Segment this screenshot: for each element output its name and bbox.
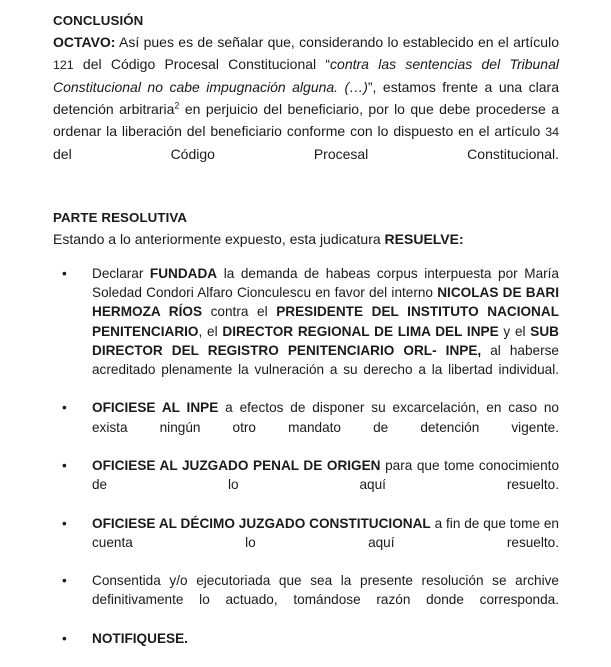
bullet-marker-icon: • [62,400,67,416]
emphasis-run: DIRECTOR REGIONAL DE LIMA DEL INPE [222,323,499,339]
intro-verb-resuelve: RESUELVE: [384,231,464,247]
quoted-statute-text: contra las sentencias del Tribunal Constitucional no cabe impugnación alguna. (…) [53,56,559,95]
text-run: la demanda de habeas corpus interpuesta por María Soledad Condori Alfaro Cionculescu en favor del interno [92,266,559,301]
bullet-marker-icon: • [62,266,67,281]
paragraph-octavo [53,31,559,187]
resolution-item-notifiquese [62,629,559,667]
resolution-item-oficiese-al-inpe [62,398,559,456]
footnote-marker-2: 2 [174,100,180,111]
resolution-item-text [92,514,559,572]
bullet-marker-icon: • [62,573,67,589]
resolution-bullet-list [53,264,559,667]
text-run: y el [498,323,531,339]
paragraph-text-after-article: del Código Procesal Constitucional [73,56,326,72]
text-run: al haberse acreditado plenamente la vulneración a su derecho a la libertad individual. [92,342,559,378]
resolution-item-oficiese-juzgado-penal-origen [62,456,559,514]
article-number-121: 121 [53,58,74,72]
emphasis-run: NOTIFIQUESE. [92,630,188,646]
emphasis-run: SUB DIRECTOR DEL REGISTRO PENITENCIARIO ORL- INPE, [92,323,559,358]
paragraph-text-after-quote: , estamos frente a una clara detención arbitraria [53,79,559,117]
emphasis-run: NICOLAS DE BARI HERMOZA RÍOS [92,285,559,320]
article-number-34: 34 [545,125,559,139]
bullet-marker-icon: • [62,458,67,474]
text-run: a efectos de disponer su excarcelación, en caso no exista ningún otro mandato de detención vigente. [92,400,559,435]
intro-text: Estando a lo anteriormente expuesto, esta judicatura [53,231,385,247]
text-run: a fin de que tome en cuenta lo aquí resuelto. [92,515,559,550]
paragraph-lead-label: OCTAVO: [53,34,116,50]
resolution-item-oficiese-decimo-juzgado-constitucional [62,514,559,572]
emphasis-run: FUNDADA [149,266,218,281]
paragraph-text-before-article: Así pues es de señalar que, considerando lo establecido en el artículo [115,34,559,50]
quote-close-mark: ” [367,79,373,95]
text-run: , el [198,323,223,339]
text-run: Consentida y/o ejecutoriada que sea la presente resolución se archive definitivamente lo actuado, tomándose razón donde corresponda. [92,573,559,608]
quote-open-mark: “ [325,56,331,72]
emphasis-run: OFICIESE AL DÉCIMO JUZGADO CONSTITUCIONAL [92,515,431,531]
resolution-item-text [92,398,559,456]
resolution-item-text [92,629,559,667]
emphasis-run: OFICIESE AL JUZGADO PENAL DE ORIGEN [92,458,381,474]
section-heading-conclusion: CONCLUSIÓN [53,13,144,28]
paragraph-resuelve-intro [53,228,559,250]
emphasis-run: OFICIESE AL INPE [92,400,219,416]
resolution-item-declarar-fundada [62,264,559,398]
resolution-item-consentida-ejecutoriada [62,571,559,629]
text-run: contra el [202,304,277,320]
paragraph-text-end: del Código Procesal Constitucional. [53,146,559,162]
resolution-item-text [92,456,559,514]
emphasis-run: PRESIDENTE DEL INSTITUTO NACIONAL PENITENCIARIO [92,304,559,339]
text-run: Declarar [92,266,150,281]
bullet-marker-icon: • [62,515,67,531]
bullet-marker-icon: • [62,630,67,646]
resolution-item-text [92,571,559,629]
text-run: para que tome conocimiento de lo aquí resuelto. [92,458,560,493]
resolution-item-text [92,264,559,398]
section-heading-parte-resolutiva: PARTE RESOLUTIVA [53,210,188,225]
paragraph-text-tail: en perjuicio del beneficiario, por lo que debe procederse a ordenar la liberación del beneficiario conforme con lo dispuesto en el artículo [53,101,559,139]
